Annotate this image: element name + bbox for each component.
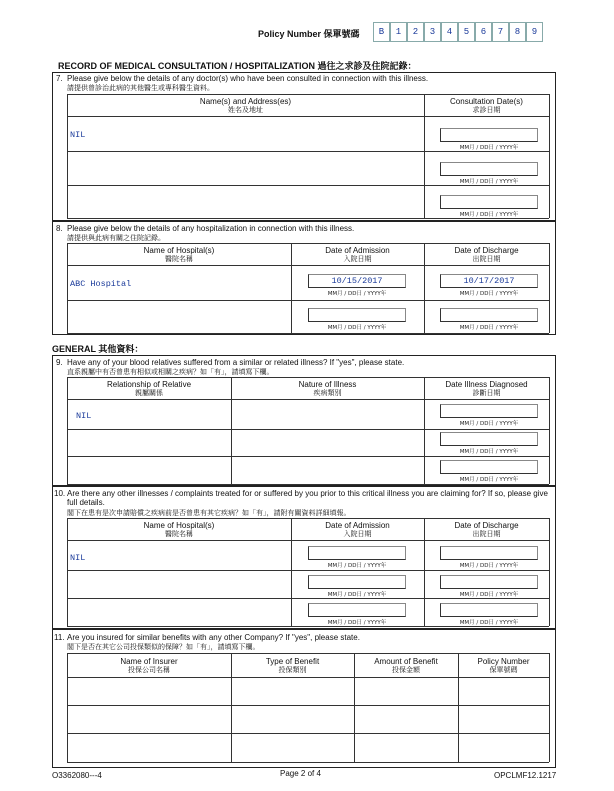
date-hint: MM月 / DD日 / YYYY年 [459, 291, 519, 297]
q10-col-hospital: Name of Hospital(s) 醫院名稱 [143, 521, 215, 538]
q7-number: 7. [56, 74, 63, 83]
date-hint: MM月 / DD日 / YYYY年 [459, 477, 519, 483]
q10-row3-discharge[interactable] [440, 603, 538, 617]
date-hint: MM月 / DD日 / YYYY年 [327, 592, 387, 598]
date-hint: MM月 / DD日 / YYYY年 [459, 325, 519, 331]
date-hint: MM月 / DD日 / YYYY年 [459, 449, 519, 455]
date-hint: MM月 / DD日 / YYYY年 [459, 421, 519, 427]
footer-page-number: Page 2 of 4 [280, 769, 321, 778]
q9-row3-date[interactable] [440, 460, 538, 474]
q8-row2-admission[interactable] [308, 308, 406, 322]
q9-row1-date[interactable] [440, 404, 538, 418]
q9-number: 9. [56, 358, 63, 367]
q9-question: Have any of your blood relatives suffered from a similar or related illness? If "yes", please state. [67, 358, 405, 367]
q10-row1-discharge[interactable] [440, 546, 538, 560]
date-hint: MM月 / DD日 / YYYY年 [327, 620, 387, 626]
q10-question-zh: 閣下在患有是次申請賠償之疾病前是否曾患有其它疾病？如「有」，請附有關資料詳細填報。 [67, 509, 351, 517]
q8-row2-discharge[interactable] [440, 308, 538, 322]
date-hint: MM月 / DD日 / YYYY年 [459, 563, 519, 569]
q7-col-date: Consultation Date(s) 求診日期 [450, 97, 523, 114]
q8-row1-hospital[interactable]: ABC Hospital [70, 279, 132, 289]
q8-col-hospital: Name of Hospital(s) 醫院名稱 [143, 246, 215, 263]
policy-digit-box[interactable]: 2 [407, 22, 424, 42]
q7-row1-name[interactable]: NIL [70, 130, 86, 140]
q11-col-policy: Policy Number 保單號碼 [477, 657, 530, 674]
policy-digit-box[interactable]: B [373, 22, 390, 42]
q8-row1-discharge-value: 10/17/2017 [463, 276, 515, 286]
date-hint: MM月 / DD日 / YYYY年 [459, 179, 519, 185]
q10-row2-admission[interactable] [308, 575, 406, 589]
q7-row3-date[interactable] [440, 195, 538, 209]
q9-col-nature: Nature of Illness 疾病類別 [298, 380, 357, 397]
q8-question-zh: 請提供與此病有關之住院記錄。 [67, 234, 165, 242]
q11-col-type: Type of Benefit 投保類別 [265, 657, 320, 674]
policy-digit-box[interactable]: 4 [441, 22, 458, 42]
section-title-medical: RECORD OF MEDICAL CONSULTATION / HOSPITALIZATION 過往之求診及住院記錄： [58, 61, 417, 71]
q10-col-admission: Date of Admission 入院日期 [325, 521, 390, 538]
footer-form-code: O3362080---4 [52, 771, 102, 780]
q7-row2-date[interactable] [440, 162, 538, 176]
q11-col-amount: Amount of Benefit 投保金額 [374, 657, 438, 674]
q8-col-discharge: Date of Discharge 出院日期 [454, 246, 519, 263]
date-hint: MM月 / DD日 / YYYY年 [459, 620, 519, 626]
date-hint: MM月 / DD日 / YYYY年 [327, 291, 387, 297]
q10-row1-hospital[interactable]: NIL [70, 553, 86, 563]
q11-question: Are you insured for similar benefits with any other Company? If "yes", please state. [67, 633, 360, 642]
section-title-general: GENERAL 其他資料： [52, 344, 144, 354]
q10-col-discharge: Date of Discharge 出院日期 [454, 521, 519, 538]
q8-number: 8. [56, 224, 63, 233]
q9-col-relationship: Relationship of Relative 親屬關係 [106, 380, 192, 397]
q11-number: 11. [54, 633, 65, 642]
policy-digit-box[interactable]: 5 [458, 22, 475, 42]
q10-question: Are there any other illnesses / complaints treated for or suffered by you prior to this critical illness you are claiming for? If so, please give full details. [67, 489, 548, 507]
q7-question-zh: 請提供曾診治此病的其他醫生或專科醫生資料。 [67, 84, 214, 92]
q9-question-zh: 直系親屬中有否曾患有相似或相關之疾病？如「有」，請填寫下欄。 [67, 368, 274, 376]
q7-col-name: Name(s) and Address(es) 姓名及地址 [199, 97, 292, 114]
q10-row1-admission[interactable] [308, 546, 406, 560]
q10-number: 10. [54, 489, 66, 498]
date-hint: MM月 / DD日 / YYYY年 [327, 325, 387, 331]
policy-digit-box[interactable]: 6 [475, 22, 492, 42]
q7-row1-date[interactable] [440, 128, 538, 142]
policy-digit-box[interactable]: 1 [390, 22, 407, 42]
q7-question: Please give below the details of any doctor(s) who have been consulted in connection with this illness. [67, 74, 429, 83]
q9-col-diagnosed: Date Illness Diagnosed 診斷日期 [445, 380, 528, 397]
q8-question: Please give below the details of any hospitalization in connection with this illness. [67, 224, 355, 233]
date-hint: MM月 / DD日 / YYYY年 [459, 592, 519, 598]
policy-digit-box[interactable]: 8 [509, 22, 526, 42]
footer-version: OPCLMF12.1217 [494, 771, 557, 780]
date-hint: MM月 / DD日 / YYYY年 [327, 563, 387, 569]
q11-col-insurer: Name of Insurer 投保公司名稱 [120, 657, 178, 674]
policy-number-label: Policy Number 保單號碼 [258, 29, 360, 39]
q10-row3-admission[interactable] [308, 603, 406, 617]
q10-row2-discharge[interactable] [440, 575, 538, 589]
policy-digit-box[interactable]: 3 [424, 22, 441, 42]
q9-row1-relationship[interactable]: NIL [76, 411, 92, 421]
policy-digit-box[interactable]: 7 [492, 22, 509, 42]
date-hint: MM月 / DD日 / YYYY年 [459, 212, 519, 218]
q11-question-zh: 閣下是否在其它公司投保類似的保障？如「有」，請填寫下欄。 [67, 643, 260, 651]
q8-col-admission: Date of Admission 入院日期 [325, 246, 390, 263]
policy-digit-box[interactable]: 9 [526, 22, 543, 42]
q8-row1-admission-value: 10/15/2017 [331, 276, 383, 286]
date-hint: MM月 / DD日 / YYYY年 [459, 145, 519, 151]
q9-row2-date[interactable] [440, 432, 538, 446]
